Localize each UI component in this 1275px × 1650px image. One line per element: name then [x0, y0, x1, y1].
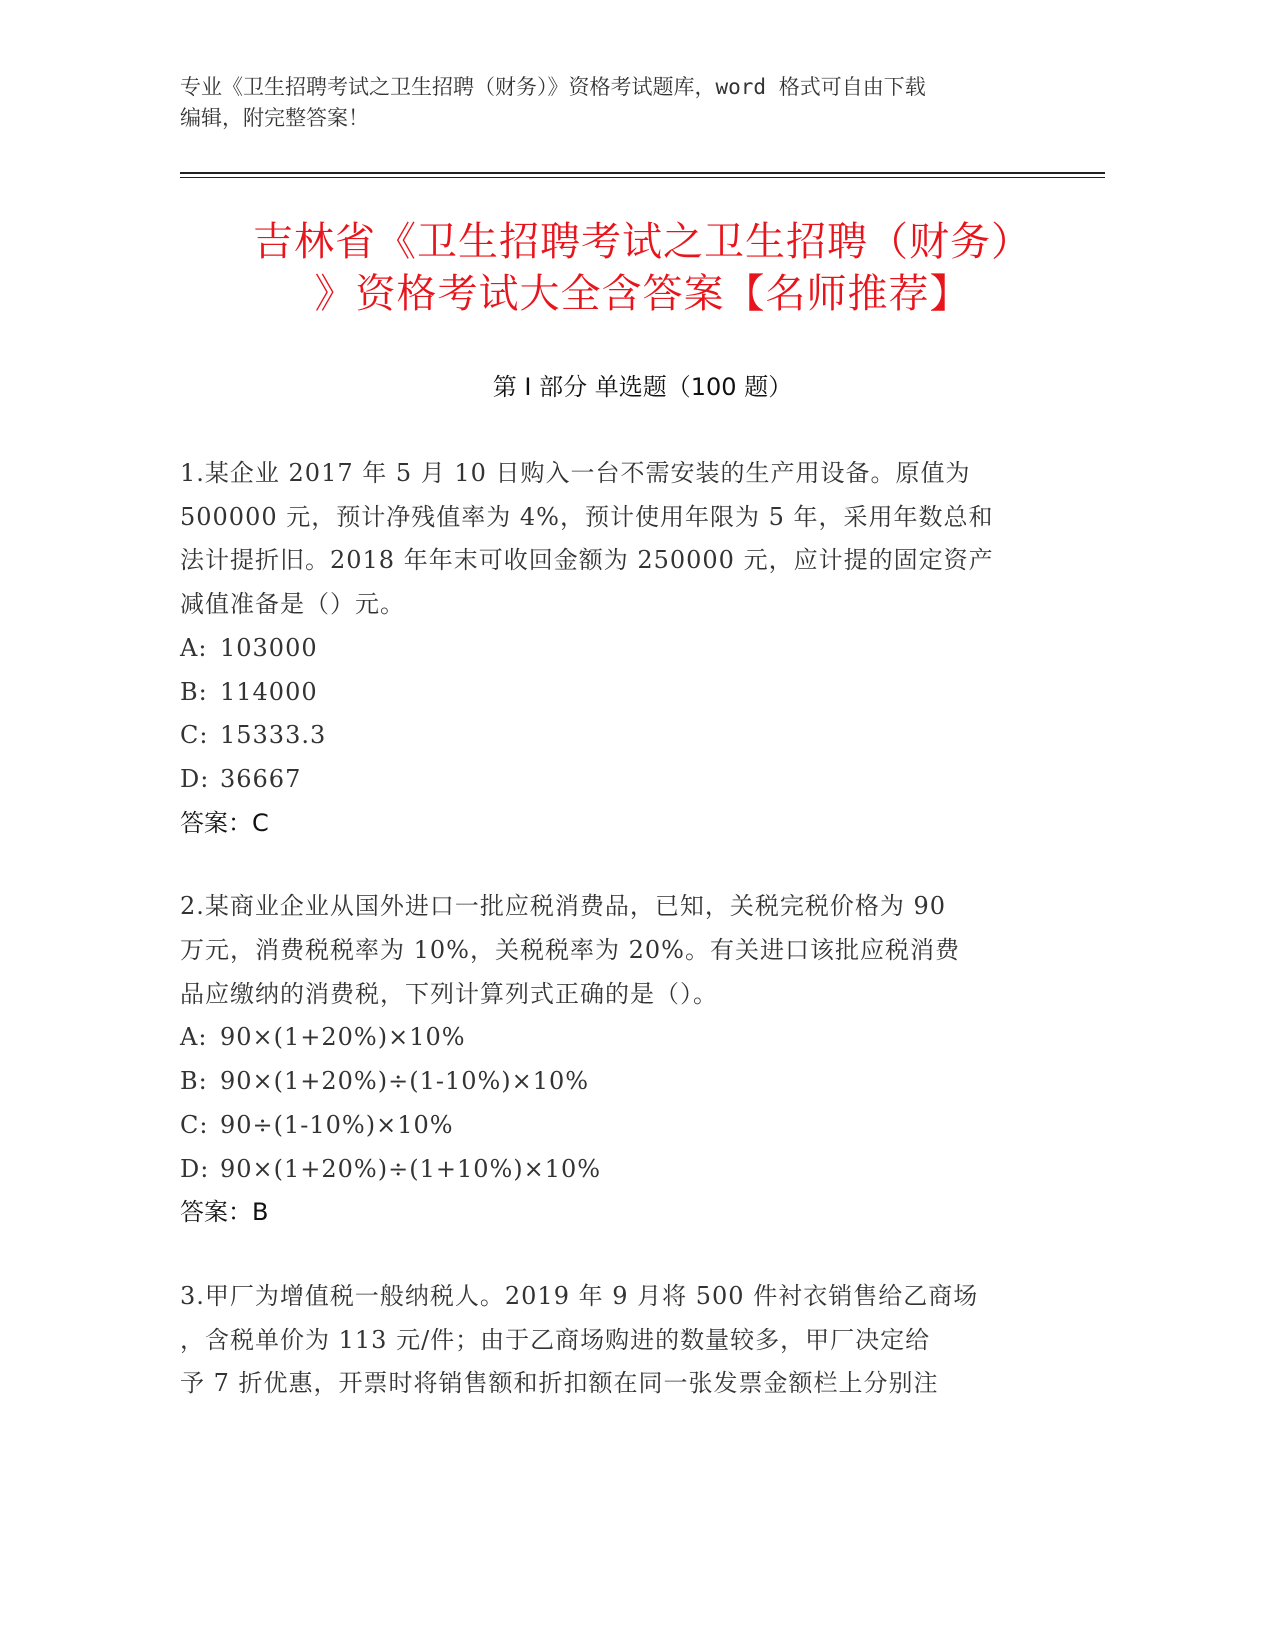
document-title-line: 》资格考试大全含答案【名师推荐】 — [314, 271, 971, 317]
option-text: 90×(1+20%)÷(1+10%)×10% — [220, 1154, 602, 1183]
section-title: 第 I 部分 单选题（100 题） — [492, 373, 793, 401]
option-b — [180, 671, 1040, 715]
question-stem-line: 法计提折旧。2018 年年末可收回金额为 250000 元，应计提的固定资产 — [180, 546, 994, 575]
option-text: 103000 — [220, 633, 318, 662]
option-c — [180, 1104, 1040, 1148]
option-b — [180, 1060, 1040, 1104]
option-text: 90÷(1-10%)×10% — [220, 1110, 454, 1139]
question-stem-line: 3.甲厂为增值税一般纳税人。2019 年 9 月将 500 件衬衣销售给乙商场 — [180, 1281, 979, 1310]
question-list — [180, 452, 1040, 1446]
option-key: D: — [180, 1154, 210, 1183]
question-stem-line: 2.某商业企业从国外进口一批应税消费品，已知，关税完税价格为 90 — [180, 892, 947, 921]
option-text: 90×(1+20%)×10% — [220, 1023, 466, 1052]
option-text: 36667 — [220, 764, 302, 793]
option-key: C: — [180, 1110, 209, 1139]
header-divider-thin — [180, 177, 1105, 178]
header-note-line: 编辑，附完整答案！ — [180, 106, 369, 130]
question-stem-line: 品应缴纳的消费税，下列计算列式正确的是（）。 — [180, 979, 718, 1008]
option-c — [180, 714, 1040, 758]
option-key: B: — [180, 677, 208, 706]
option-text: 15333.3 — [220, 721, 327, 750]
document-title-line: 吉林省《卫生招聘考试之卫生招聘（财务） — [253, 219, 1032, 265]
option-key: A: — [180, 633, 208, 662]
option-key: B: — [180, 1067, 208, 1096]
answer-line: 答案：C — [180, 808, 269, 837]
header-note — [180, 72, 1050, 134]
option-key: A: — [180, 1023, 208, 1052]
option-a — [180, 1016, 1040, 1060]
question-stem-line: 500000 元，预计净残值率为 4%，预计使用年限为 5 年，采用年数总和 — [180, 502, 994, 531]
question-1 — [180, 452, 1040, 845]
question-stem-line: 予 7 折优惠，开票时将销售额和折扣额在同一张发票金额栏上分别注 — [180, 1369, 939, 1398]
option-a — [180, 627, 1040, 671]
document-title — [180, 216, 1105, 320]
question-3 — [180, 1275, 1040, 1406]
option-d — [180, 1148, 1040, 1192]
option-d — [180, 758, 1040, 802]
question-2 — [180, 885, 1040, 1235]
option-key: D: — [180, 764, 210, 793]
header-divider — [180, 172, 1105, 174]
answer-line: 答案：B — [180, 1198, 269, 1227]
option-text: 114000 — [220, 677, 318, 706]
option-text: 90×(1+20%)÷(1-10%)×10% — [220, 1067, 590, 1096]
question-stem-line: 万元，消费税税率为 10%，关税税率为 20%。有关进口该批应税消费 — [180, 936, 960, 965]
question-stem-line: ，含税单价为 113 元/件；由于乙商场购进的数量较多，甲厂决定给 — [180, 1325, 931, 1354]
option-key: C: — [180, 721, 209, 750]
question-stem-line: 1.某企业 2017 年 5 月 10 日购入一台不需安装的生产用设备。原值为 — [180, 459, 971, 487]
header-note-line: 专业《卫生招聘考试之卫生招聘（财务）》资格考试题库，word 格式可自由下载 — [180, 75, 926, 99]
question-stem-line: 减值准备是（）元。 — [180, 590, 405, 619]
